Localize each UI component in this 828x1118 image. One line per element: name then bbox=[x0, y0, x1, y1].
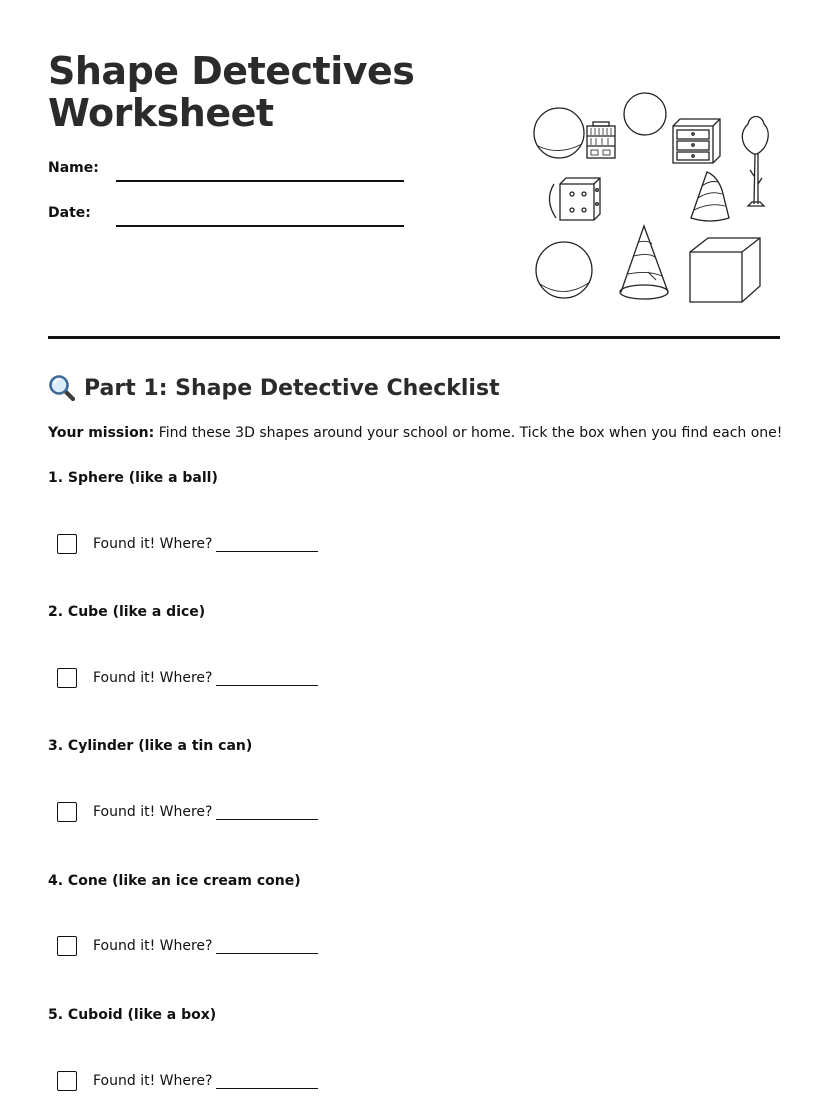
sphere-icon bbox=[534, 108, 584, 158]
part1-heading-text: Part 1: Shape Detective Checklist bbox=[84, 375, 500, 401]
header-divider bbox=[48, 336, 780, 339]
checklist-item-cuboid bbox=[57, 1069, 318, 1093]
sphere-where-field[interactable] bbox=[216, 537, 318, 552]
checklist-item-sphere bbox=[57, 532, 318, 556]
sphere-icon bbox=[536, 242, 592, 298]
item-title-cube: 2. Cube (like a dice) bbox=[48, 604, 206, 620]
item-title-cone: 4. Cone (like an ice cream cone) bbox=[48, 873, 301, 889]
checklist-item-cone bbox=[57, 934, 318, 958]
dice-icon bbox=[549, 178, 600, 220]
date-field[interactable] bbox=[116, 225, 404, 227]
cylinder-checkbox[interactable] bbox=[57, 802, 77, 822]
name-label: Name: bbox=[48, 160, 99, 176]
sphere-icon bbox=[624, 93, 666, 135]
item-title-sphere: 1. Sphere (like a ball) bbox=[48, 470, 218, 486]
cuboid-where-field[interactable] bbox=[216, 1074, 318, 1089]
cylinder-where-field[interactable] bbox=[216, 805, 318, 820]
item-title-cuboid: 5. Cuboid (like a box) bbox=[48, 1007, 217, 1023]
cone-icon bbox=[691, 172, 729, 221]
found-label: Found it! Where? bbox=[93, 670, 213, 686]
checklist-item-cube bbox=[57, 666, 318, 690]
cube-where-field[interactable] bbox=[216, 671, 318, 686]
drawer-cabinet-icon bbox=[673, 119, 720, 163]
title-line-1: Shape Detectives bbox=[48, 49, 415, 93]
cuboid-checkbox[interactable] bbox=[57, 1071, 77, 1091]
item-title-cylinder: 3. Cylinder (like a tin can) bbox=[48, 738, 253, 754]
mission-text bbox=[48, 425, 808, 441]
part1-heading bbox=[48, 374, 500, 402]
cube-icon bbox=[690, 238, 760, 302]
cone-checkbox[interactable] bbox=[57, 936, 77, 956]
found-label: Found it! Where? bbox=[93, 804, 213, 820]
page-title bbox=[48, 50, 488, 134]
name-field[interactable] bbox=[116, 180, 404, 182]
cone-icon bbox=[620, 226, 668, 299]
found-label: Found it! Where? bbox=[93, 536, 213, 552]
mission-label: Your mission: bbox=[48, 425, 155, 441]
sphere-checkbox[interactable] bbox=[57, 534, 77, 554]
magnifying-glass-icon bbox=[48, 374, 76, 402]
cube-checkbox[interactable] bbox=[57, 668, 77, 688]
checklist-item-cylinder bbox=[57, 800, 318, 824]
title-line-2: Worksheet bbox=[48, 91, 274, 135]
tree-icon bbox=[742, 117, 768, 207]
shapes-illustration bbox=[510, 86, 790, 316]
mission-body: Find these 3D shapes around your school or home. Tick the box when you find each one! bbox=[154, 425, 783, 441]
bookshelf-icon bbox=[587, 122, 615, 158]
date-label: Date: bbox=[48, 205, 91, 221]
cone-where-field[interactable] bbox=[216, 939, 318, 954]
found-label: Found it! Where? bbox=[93, 1073, 213, 1089]
found-label: Found it! Where? bbox=[93, 938, 213, 954]
